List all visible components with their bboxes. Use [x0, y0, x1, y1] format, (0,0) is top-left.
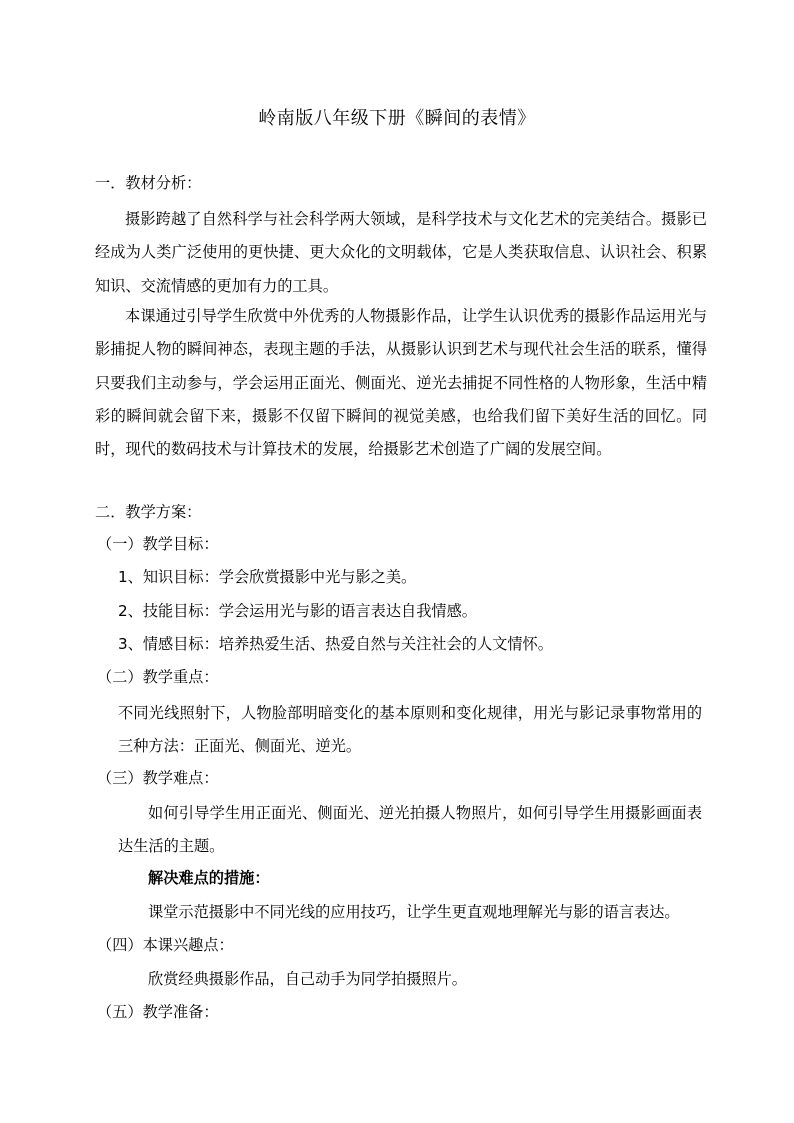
solution-paragraph: 课堂示范摄影中不同光线的应用技巧，让学生更直观地理解光与影的语言表达。: [148, 903, 680, 921]
section-2-heading: 二．教学方案：: [95, 503, 202, 521]
document-title: 岭南版八年级下册《瞬间的表情》: [258, 108, 536, 129]
key-points-paragraph: 不同光线照射下，人物脸部明暗变化的基本原则和变化规律，用光与影记录事物常用的三种方法：正面光、侧面光、逆光。: [118, 704, 702, 756]
goal-item-3: 3、情感目标：培养热爱生活、热爱自然与关注社会的人文情怀。: [118, 635, 553, 653]
goal-item-1: 1、知识目标：学会欣赏摄影中光与影之美。: [118, 568, 417, 586]
interest-paragraph: 欣赏经典摄影作品，自己动手为同学拍摄照片。: [148, 970, 467, 988]
section-1-paragraph-1: 摄影跨越了自然科学与社会科学两大领域，是科学技术与文化艺术的完美结合。摄影已经成为人类广泛使用的更快捷、更大众化的文明载体，它是人类获取信息、认识社会、积累知识、交流情感的更加有力的工具。: [95, 210, 707, 295]
solution-heading: 解决难点的措施：: [148, 869, 270, 887]
subsection-interest-heading: （四）本课兴趣点：: [97, 936, 234, 954]
subsection-goals-heading: （一）教学目标：: [97, 535, 219, 553]
subsection-key-points-heading: （二）教学重点：: [97, 668, 219, 686]
section-1-paragraph-2: 本课通过引导学生欣赏中外优秀的人物摄影作品，让学生认识优秀的摄影作品运用光与影捕捉人物的瞬间神态，表现主题的手法，从摄影认识到艺术与现代社会生活的联系，懂得只要我们主动参与，学会运用正面光、侧面光、逆光去捕捉不同性格的人物形象，生活中精彩的瞬间就会留下来，摄影不仅留下瞬间的视觉美感，也给我们留下美好生活的回忆。同时，现代的数码技术与计算技术的发展，给摄影艺术创造了广阔的发展空间。: [95, 307, 707, 459]
difficulties-paragraph: 如何引导学生用正面光、侧面光、逆光拍摄人物照片，如何引导学生用摄影画面表达生活的主题。: [118, 804, 702, 856]
subsection-preparation-heading: （五）教学准备：: [97, 1003, 219, 1021]
subsection-difficulties-heading: （三）教学难点：: [97, 769, 219, 787]
goal-item-2: 2、技能目标：学会运用光与影的语言表达自我情感。: [118, 602, 477, 620]
section-1-heading: 一．教材分析：: [95, 174, 202, 192]
